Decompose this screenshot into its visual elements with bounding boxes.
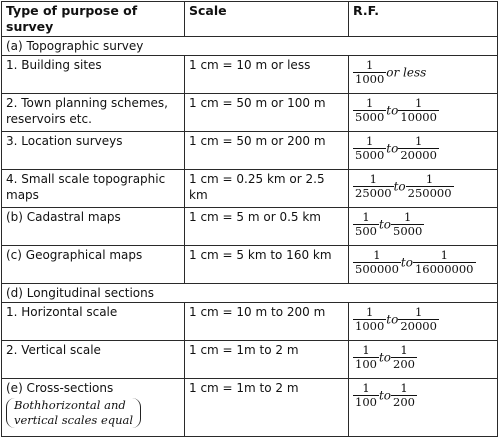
rf-value bbox=[349, 379, 498, 437]
scale-value: 1 cm = 0.25 km or 2.5 km bbox=[185, 170, 349, 208]
table-row bbox=[2, 170, 498, 208]
rf-value bbox=[349, 341, 498, 379]
rf-value bbox=[349, 56, 498, 94]
rf-fraction-from: $\frac{1}{500}$ bbox=[355, 210, 377, 238]
rf-separator: to bbox=[400, 255, 413, 270]
scale-value: 1 cm = 50 m or 200 m bbox=[185, 132, 349, 170]
scale-value: 1 cm = 50 m or 100 m bbox=[185, 94, 349, 132]
scale-value: 1 cm = 10 m or less bbox=[185, 56, 349, 94]
scale-value: 1 cm = 10 m to 200 m bbox=[185, 303, 349, 341]
table-row bbox=[2, 341, 498, 379]
rf-value bbox=[349, 208, 498, 246]
rf-fraction-to: $\frac{1}{20000}$ bbox=[400, 134, 437, 162]
rf-value bbox=[349, 303, 498, 341]
survey-type: 3. Location surveys bbox=[2, 132, 185, 170]
rf-separator: to bbox=[386, 141, 399, 156]
cross-section-note bbox=[6, 398, 141, 428]
rf-fraction-from: $\frac{1}{100}$ bbox=[355, 343, 377, 371]
rf-fraction-to: $\frac{1}{16000000}$ bbox=[414, 248, 474, 276]
rf-value bbox=[349, 246, 498, 284]
section-row bbox=[2, 37, 498, 56]
rf-separator: or less bbox=[386, 65, 427, 80]
survey-type: (c) Geographical maps bbox=[2, 246, 185, 284]
table-row bbox=[2, 246, 498, 284]
table-row bbox=[2, 94, 498, 132]
rf-separator: to bbox=[386, 103, 399, 118]
rf-fraction-from: $\frac{1}{25000}$ bbox=[355, 172, 392, 200]
rf-fraction-to: $\frac{1}{200}$ bbox=[393, 343, 415, 371]
rf-fraction-from: $\frac{1}{500000}$ bbox=[355, 248, 399, 276]
table-row bbox=[2, 303, 498, 341]
rf-separator: to bbox=[378, 217, 391, 232]
rf-fraction-from: $\frac{1}{100}$ bbox=[355, 381, 377, 409]
survey-type: 2. Vertical scale bbox=[2, 341, 185, 379]
section-row bbox=[2, 284, 498, 303]
rf-value bbox=[349, 94, 498, 132]
header-row bbox=[2, 2, 498, 37]
table-row bbox=[2, 208, 498, 246]
rf-fraction-to: $\frac{1}{200}$ bbox=[393, 381, 415, 409]
survey-type: 1. Horizontal scale bbox=[2, 303, 185, 341]
rf-fraction-from: $\frac{1}{5000}$ bbox=[355, 96, 385, 124]
rf-separator: to bbox=[393, 179, 406, 194]
survey-type bbox=[2, 379, 185, 437]
survey-type: 4. Small scale topographic maps bbox=[2, 170, 185, 208]
section-label: (a) Topographic survey bbox=[2, 37, 498, 56]
scale-value: 1 cm = 1m to 2 m bbox=[185, 379, 349, 437]
rf-fraction: $\frac{1}{1000}$ bbox=[355, 58, 385, 86]
scale-value: 1 cm = 1m to 2 m bbox=[185, 341, 349, 379]
section-label: (d) Longitudinal sections bbox=[2, 284, 498, 303]
scale-value: 1 cm = 5 km to 160 km bbox=[185, 246, 349, 284]
header-type: Type of purpose of survey bbox=[2, 2, 185, 37]
header-rf: R.F. bbox=[349, 2, 498, 37]
note-line: vertical scales equal bbox=[14, 413, 134, 427]
rf-fraction-to: $\frac{1}{10000}$ bbox=[400, 96, 437, 124]
rf-fraction-from: $\frac{1}{1000}$ bbox=[355, 305, 385, 333]
survey-type: 1. Building sites bbox=[2, 56, 185, 94]
rf-value bbox=[349, 132, 498, 170]
rf-separator: to bbox=[386, 312, 399, 327]
survey-type: (b) Cadastral maps bbox=[2, 208, 185, 246]
rf-separator: to bbox=[378, 388, 391, 403]
survey-type-label: (e) Cross-sections bbox=[6, 381, 114, 395]
rf-value bbox=[349, 170, 498, 208]
survey-scale-table bbox=[1, 1, 498, 437]
header-scale: Scale bbox=[185, 2, 349, 37]
rf-fraction-to: $\frac{1}{20000}$ bbox=[400, 305, 437, 333]
survey-type: 2. Town planning schemes, reservoirs etc. bbox=[2, 94, 185, 132]
table-row bbox=[2, 132, 498, 170]
scale-value: 1 cm = 5 m or 0.5 km bbox=[185, 208, 349, 246]
table-row bbox=[2, 379, 498, 437]
rf-fraction-from: $\frac{1}{5000}$ bbox=[355, 134, 385, 162]
table-row bbox=[2, 56, 498, 94]
rf-separator: to bbox=[378, 350, 391, 365]
rf-fraction-to: $\frac{1}{5000}$ bbox=[393, 210, 423, 238]
rf-fraction-to: $\frac{1}{250000}$ bbox=[407, 172, 452, 200]
note-line: Bothhorizontal and bbox=[14, 398, 126, 412]
